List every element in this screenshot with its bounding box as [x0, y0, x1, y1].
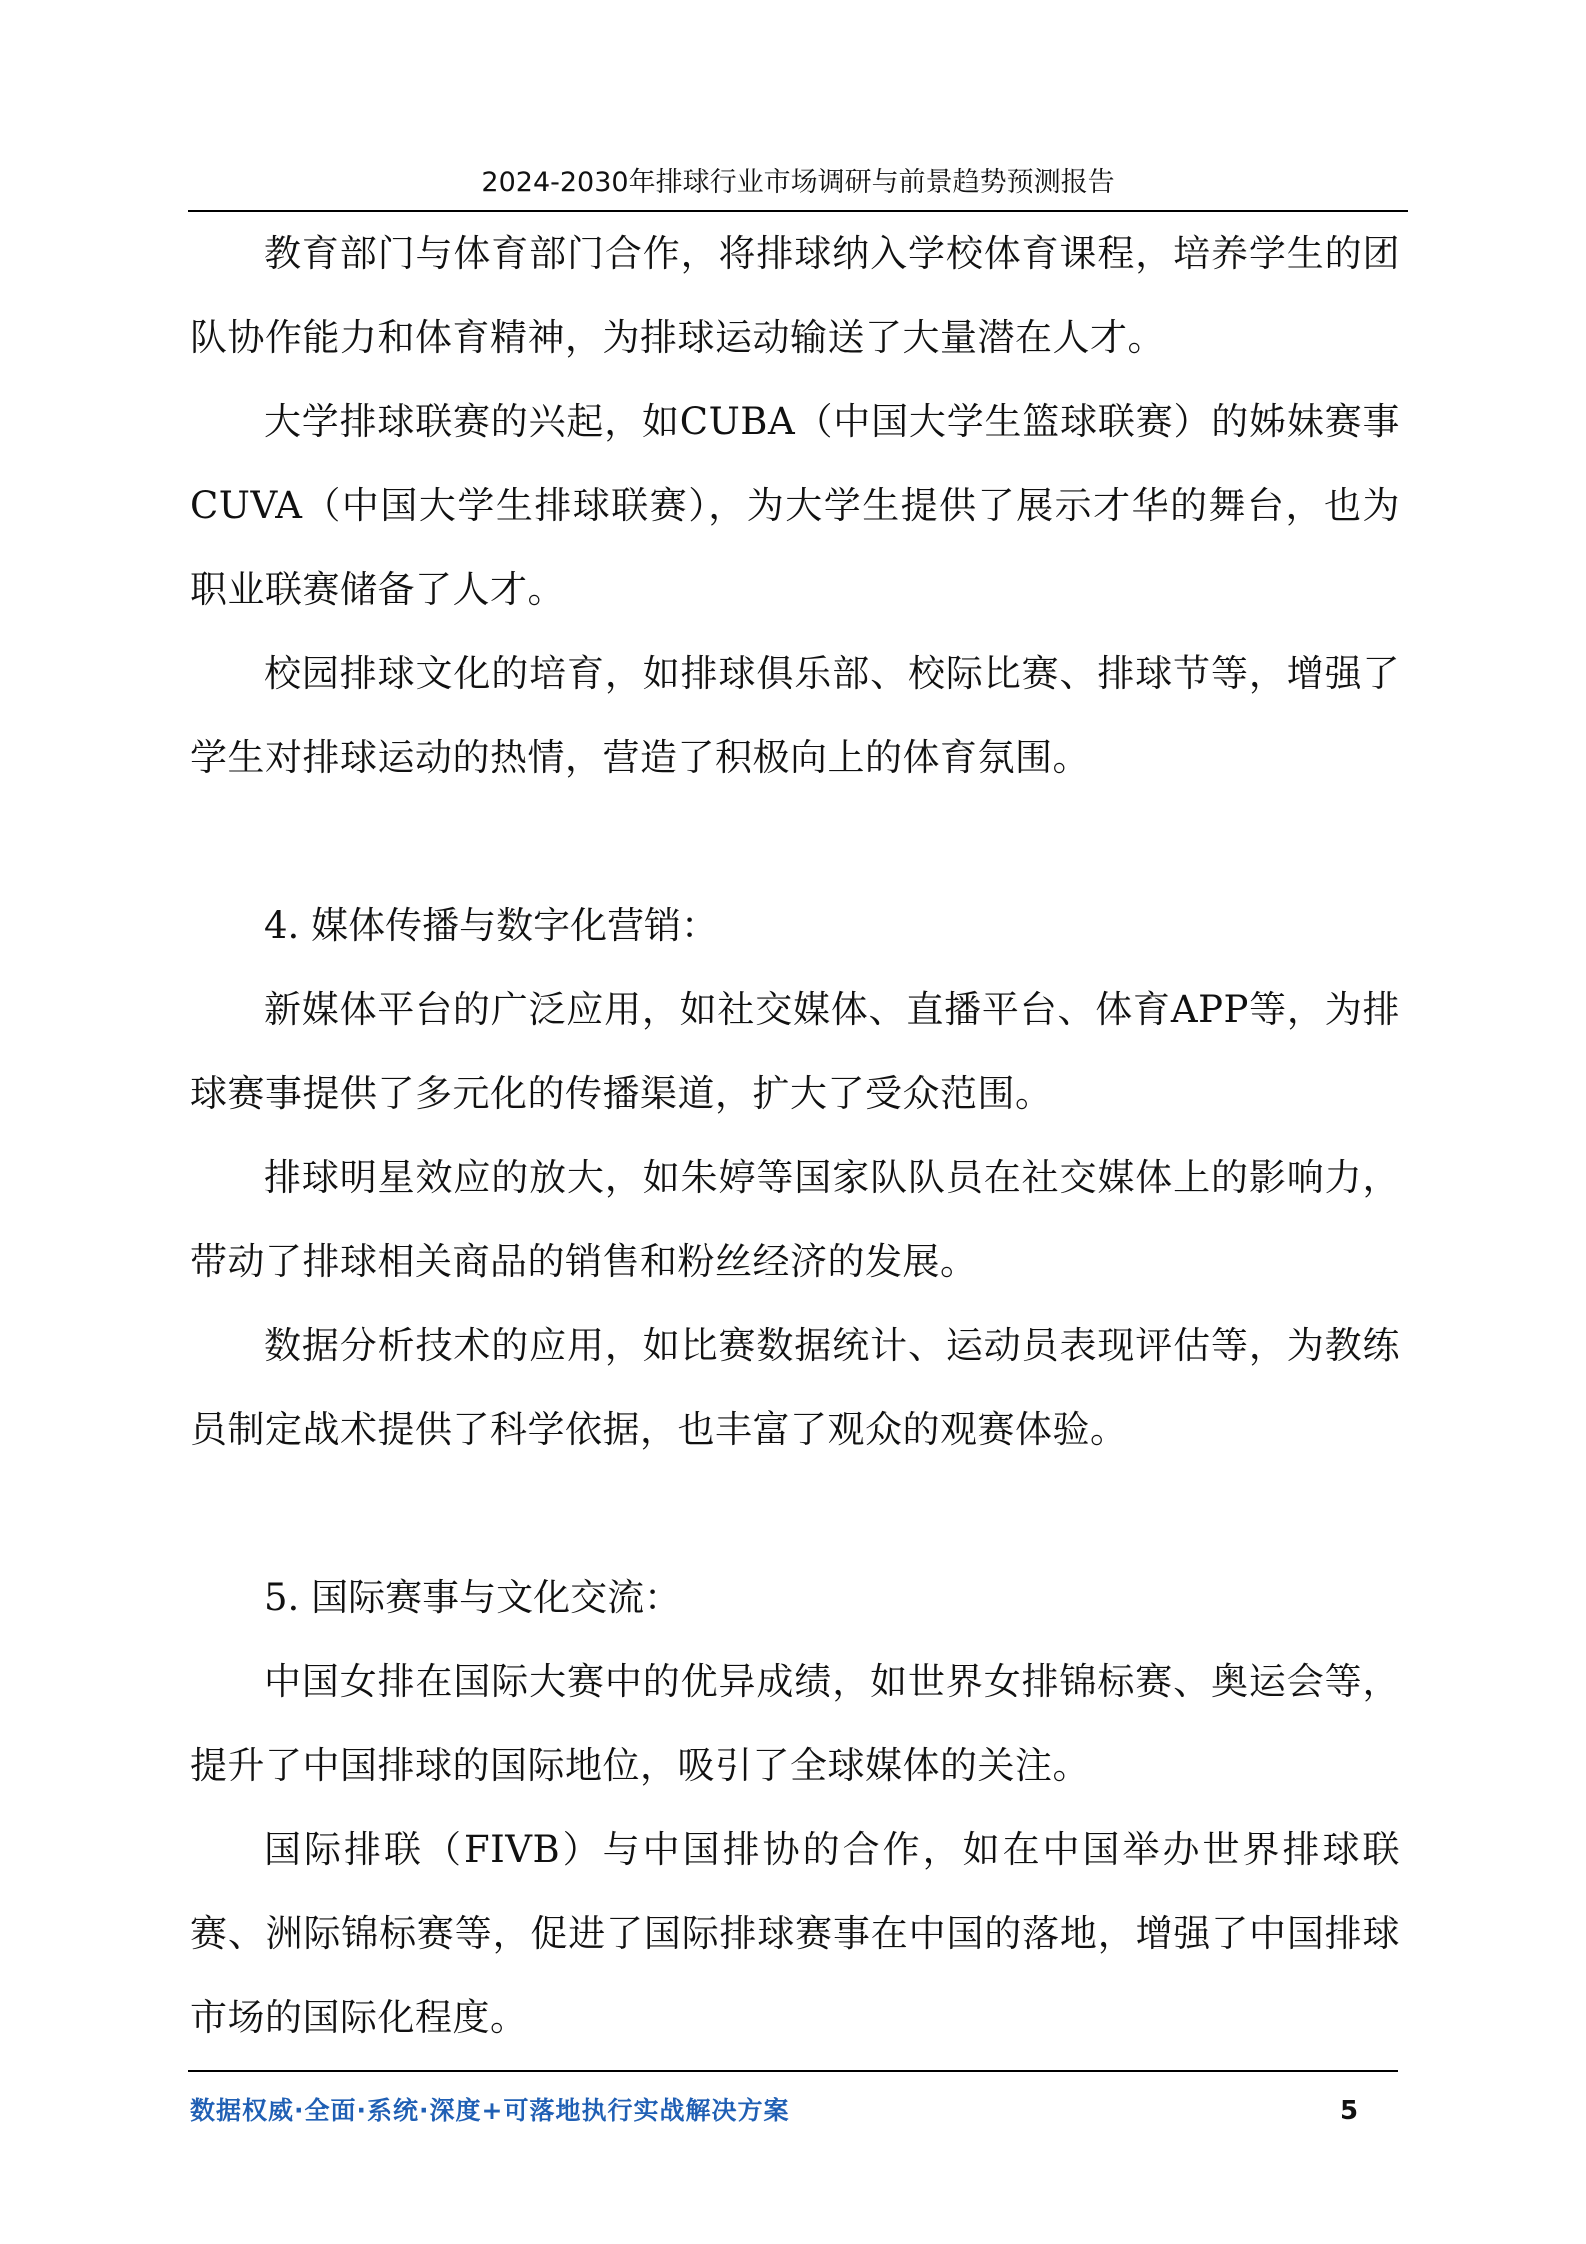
footer-divider [188, 2070, 1398, 2072]
section-heading-media: 4. 媒体传播与数字化营销： [264, 904, 719, 947]
paragraph-fivb-cooperation: 国际排联（FIVB）与中国排协的合作，如在中国举办世界排球联赛、洲际锦标赛等，促进了国际排球赛事在中国的落地，增强了中国排球市场的国际化程度。 [190, 1828, 1400, 2039]
page-body [190, 212, 1400, 2060]
paragraph-womens-team: 中国女排在国际大赛中的优异成绩，如世界女排锦标赛、奥运会等，提升了中国排球的国际地位，吸引了全球媒体的关注。 [190, 1660, 1400, 1787]
page-header [188, 160, 1408, 212]
paragraph-data-analysis: 数据分析技术的应用，如比赛数据统计、运动员表现评估等，为教练员制定战术提供了科学依据，也丰富了观众的观赛体验。 [190, 1324, 1400, 1451]
section-spacer [190, 1472, 1400, 1556]
paragraph-new-media: 新媒体平台的广泛应用，如社交媒体、直播平台、体育APP等，为排球赛事提供了多元化的传播渠道，扩大了受众范围。 [190, 988, 1400, 1115]
page-number: 5 [1340, 2096, 1359, 2126]
paragraph-campus-culture: 校园排球文化的培育，如排球俱乐部、校际比赛、排球节等，增强了学生对排球运动的热情，营造了积极向上的体育氛围。 [190, 652, 1400, 779]
paragraph-university-league: 大学排球联赛的兴起，如CUBA（中国大学生篮球联赛）的姊妹赛事CUVA（中国大学生排球联赛），为大学生提供了展示才华的舞台，也为职业联赛储备了人才。 [190, 400, 1400, 611]
paragraph-school-curriculum: 教育部门与体育部门合作，将排球纳入学校体育课程，培养学生的团队协作能力和体育精神，为排球运动输送了大量潜在人才。 [190, 232, 1400, 359]
footer-slogan: 数据权威·全面·系统·深度+可落地执行实战解决方案 [190, 2096, 790, 2125]
section-heading-international: 5. 国际赛事与文化交流： [264, 1576, 682, 1619]
section-spacer [190, 800, 1400, 884]
paragraph-star-effect: 排球明星效应的放大，如朱婷等国家队队员在社交媒体上的影响力，带动了排球相关商品的销售和粉丝经济的发展。 [190, 1156, 1400, 1283]
report-title: 2024-2030年排球行业市场调研与前景趋势预测报告 [481, 167, 1115, 198]
